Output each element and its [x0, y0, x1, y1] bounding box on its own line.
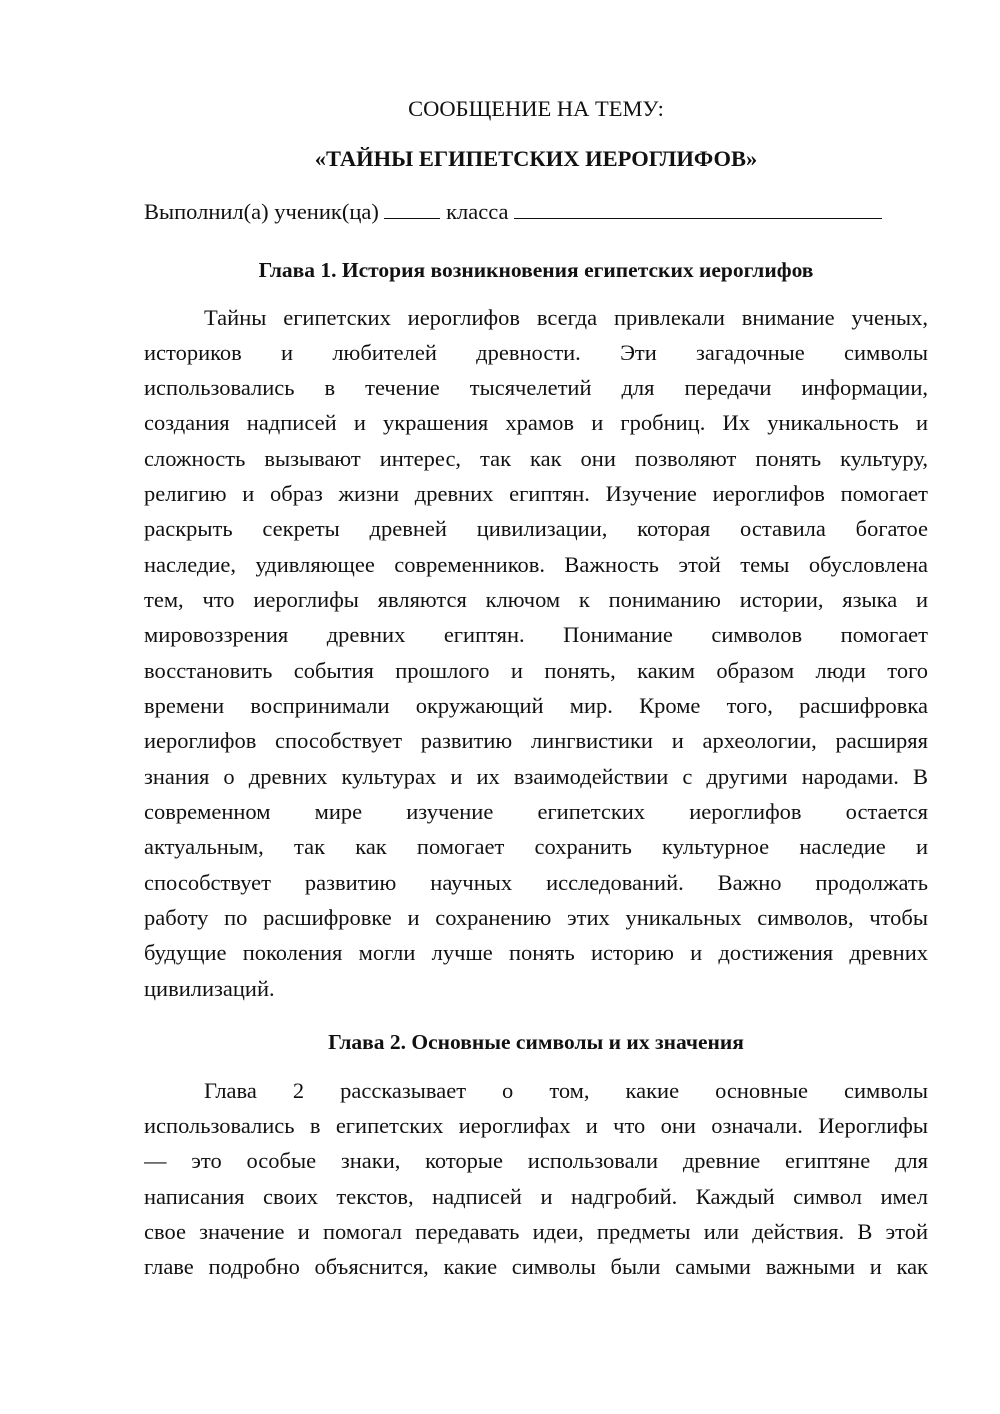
chapter-1-line: знания о древних культурах и их взаимодействии с другими народами. В: [144, 764, 928, 789]
chapter-1-line: Тайны египетских иероглифов всегда привлекали внимание ученых,: [204, 305, 928, 330]
chapter-1-line: актуальным, так как помогает сохранить культурное наследие и: [144, 834, 928, 859]
chapter-2-line: — это особые знаки, которые использовали древние египтяне для: [144, 1148, 928, 1173]
chapter-1-line: времени воспринимали окружающий мир. Кроме того, расшифровка: [144, 693, 928, 718]
chapter-1-line: иероглифов способствует развитию лингвистики и археологии, расширяя: [144, 728, 928, 753]
chapter-1-line: религию и образ жизни древних египтян. Изучение иероглифов помогает: [144, 481, 928, 506]
author-line: [144, 198, 928, 226]
chapter-1-line: историков и любителей древности. Эти загадочные символы: [144, 340, 928, 365]
chapter-2-line: главе подробно объяснится, какие символы были самыми важными и как: [144, 1254, 928, 1279]
chapter-1-line: мировоззрения древних египтян. Понимание символов помогает: [144, 622, 928, 647]
chapter-1-heading: Глава 1. История возникновения египетских иероглифов: [258, 258, 814, 282]
chapter-1-line: работу по расшифровке и сохранению этих уникальных символов, чтобы: [144, 905, 928, 930]
title-line-2: «ТАЙНЫ ЕГИПЕТСКИХ ИЕРОГЛИФОВ»: [314, 146, 758, 171]
name-blank: [514, 198, 882, 219]
chapter-2-line: Глава 2 рассказывает о том, какие основные символы: [204, 1078, 928, 1103]
chapter-1-line: раскрыть секреты древней цивилизации, которая оставила богатое: [144, 516, 928, 541]
chapter-1-line: будущие поколения могли лучше понять историю и достижения древних: [144, 940, 928, 965]
chapter-2-line: свое значение и помогал передавать идеи, предметы или действия. В этой: [144, 1219, 928, 1244]
class-label: класса: [446, 199, 509, 224]
chapter-1-line: использовались в течение тысячелетий для передачи информации,: [144, 375, 928, 400]
chapter-1-line: способствует развитию научных исследований. Важно продолжать: [144, 870, 928, 895]
chapter-1-line: сложность вызывают интерес, так как они позволяют понять культуру,: [144, 446, 928, 471]
chapter-2-line: использовались в египетских иероглифах и что они означали. Иероглифы: [144, 1113, 928, 1138]
title-line-1: СООБЩЕНИЕ НА ТЕМУ:: [408, 96, 664, 121]
chapter-1-line: цивилизаций.: [144, 976, 275, 1001]
chapter-2-heading: Глава 2. Основные символы и их значения: [328, 1030, 744, 1054]
grade-blank: [384, 198, 440, 219]
chapter-1-line: создания надписей и украшения храмов и гробниц. Их уникальность и: [144, 410, 928, 435]
chapter-2-line: написания своих текстов, надписей и надгробий. Каждый символ имел: [144, 1184, 928, 1209]
chapter-1-line: восстановить события прошлого и понять, каким образом люди того: [144, 658, 928, 683]
chapter-1-line: тем, что иероглифы являются ключом к пониманию истории, языка и: [144, 587, 928, 612]
chapter-1-line: современном мире изучение египетских иероглифов остается: [144, 799, 928, 824]
chapter-1-line: наследие, удивляющее современников. Важность этой темы обусловлена: [144, 552, 928, 577]
author-prefix: Выполнил(а) ученик(ца): [144, 199, 379, 224]
